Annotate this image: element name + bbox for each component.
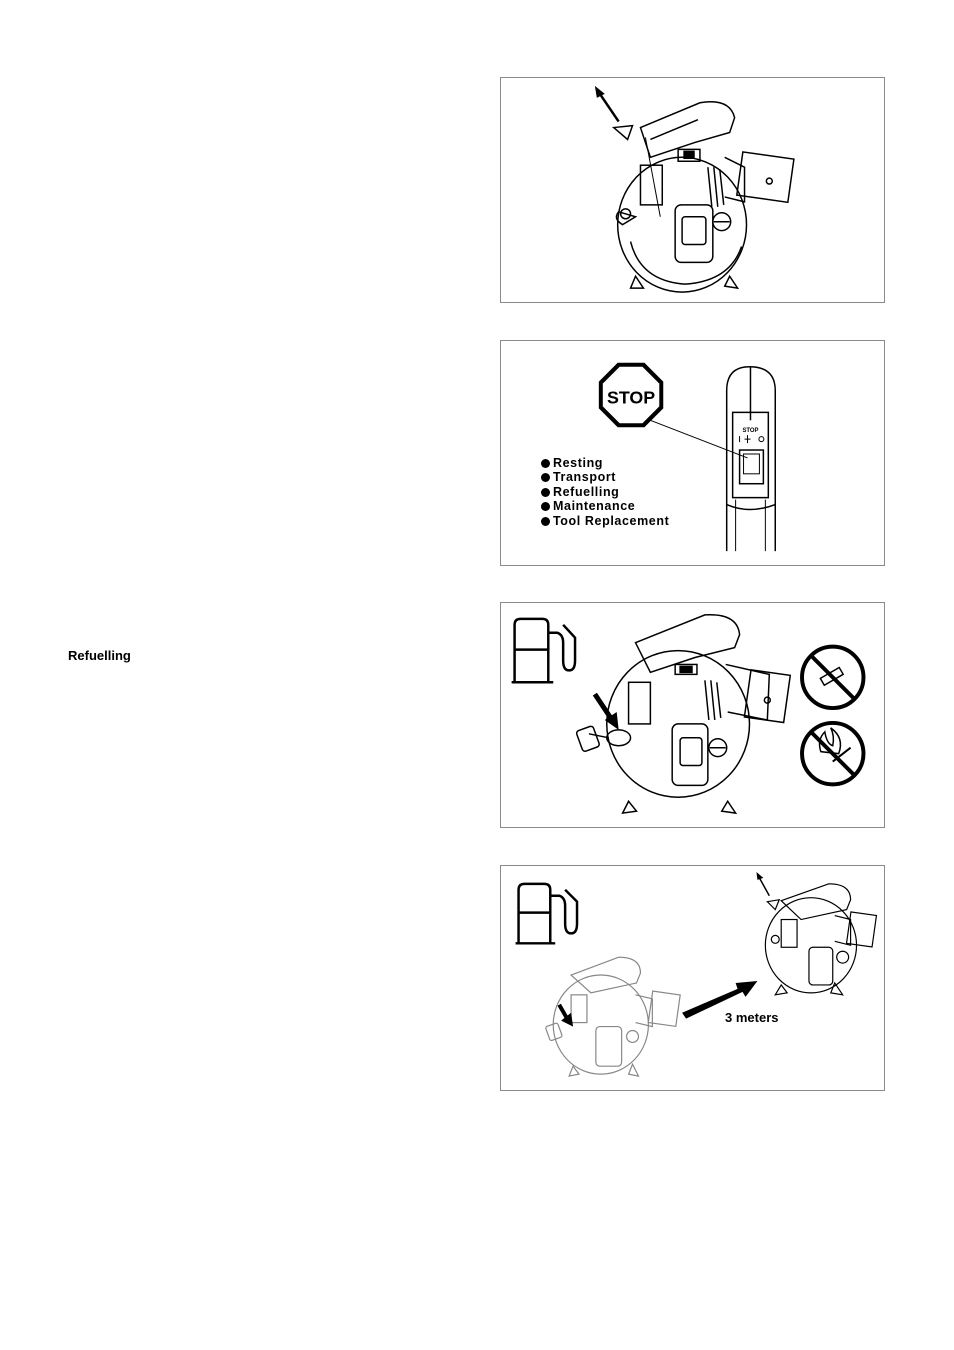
blower-starter-illustration (501, 78, 884, 302)
stop-sign-text: STOP (606, 387, 656, 408)
switch-stop-label: STOP (742, 428, 759, 435)
fuel-pump-icon (512, 619, 575, 682)
distance-label: 3 meters (725, 1010, 779, 1025)
list-item: Tool Replacement (541, 514, 669, 528)
section-heading-refuelling: Refuelling (68, 648, 131, 663)
refuelling-illustration (501, 603, 884, 827)
list-item: Resting (541, 456, 669, 470)
list-item: Maintenance (541, 499, 669, 513)
figure-refuelling-warnings (500, 602, 885, 828)
stop-usage-list (541, 456, 669, 528)
figure-three-meters (500, 865, 885, 1091)
figure-starter-pull (500, 77, 885, 303)
fuel-pump-icon (516, 884, 577, 943)
figure-stop-switch (500, 340, 885, 566)
list-item: Transport (541, 470, 669, 484)
list-item: Refuelling (541, 485, 669, 499)
stop-switch-illustration (501, 341, 884, 565)
distance-illustration (501, 866, 884, 1090)
